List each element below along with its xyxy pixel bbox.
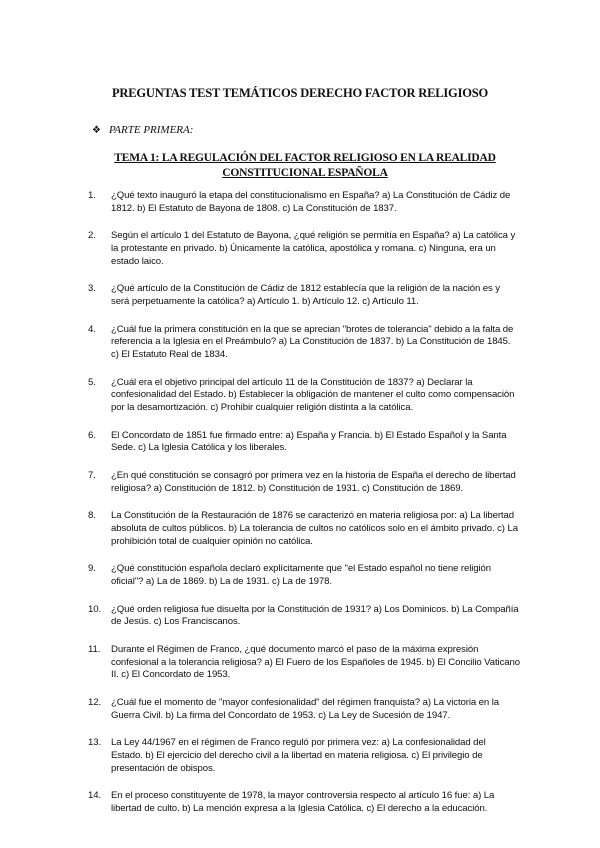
- question-number: 6.: [88, 429, 96, 441]
- question-number: 4.: [88, 323, 96, 335]
- question-item: [88, 283, 520, 308]
- question-item: [88, 604, 520, 629]
- question-number: 10.: [88, 603, 102, 615]
- question-number: 2.: [88, 230, 96, 242]
- question-number: 12.: [88, 697, 102, 709]
- question-number: 7.: [88, 470, 96, 482]
- question-item: [88, 510, 520, 548]
- question-number: 8.: [88, 510, 96, 522]
- question-text: La Constitución de la Restauración de 1876 se caracterizó en materia religiosa por: a) La libertad absoluta de cultos públicos. b) La tolerancia de cultos no católicos solo en el ámbito privado. c) La prohibición total de cualquier opinión no católica.: [111, 510, 518, 547]
- question-item: [88, 697, 520, 722]
- document-title: PREGUNTAS TEST TEMÁTICOS DERECHO FACTOR RELIGIOSO: [111, 86, 489, 100]
- question-text: La Ley 44/1967 en el régimen de Franco reguló por primera vez: a) La confesionalidad del Estado. b) El ejercicio del derecho civil a la libertad en materia religiosa. c) El privilegio de presentación de obispos.: [111, 737, 486, 774]
- question-number: 13.: [88, 737, 102, 749]
- question-number: 1.: [88, 190, 96, 201]
- diamond-bullet-icon: ❖: [92, 125, 101, 136]
- question-text: ¿En qué constitución se consagró por primera vez en la historia de España el derecho de libertad religiosa? a) Constitución de 1812. b) Constitución de 1931. c) Constitución de 1869.: [111, 470, 516, 494]
- question-text: ¿Qué constitución española declaró explícitamente que "el Estado español no tiene religión oficial"? a) La de 1869. b) La de 1931. c) La de 1978.: [111, 563, 492, 587]
- question-item: [88, 190, 520, 215]
- question-number: 5.: [88, 376, 96, 388]
- part-label: PARTE PRIMERA:: [109, 124, 194, 136]
- question-item: [88, 324, 520, 362]
- question-number: 3.: [88, 283, 96, 295]
- question-text: ¿Qué orden religiosa fue disuelta por la Constitución de 1931? a) Los Dominicos. b) La Compañía de Jesús. c) Los Franciscanos.: [111, 603, 519, 628]
- question-item: [88, 230, 520, 268]
- question-item: [88, 790, 520, 815]
- question-text: ¿Cuál fue la primera constitución en la que se aprecian "brotes de tolerancia" debido a la falta de referencia a la Iglesia en el Preámbulo? a) La Constitución de 1837. b) La Constitución de 1845. c) El Estatuto Real de 1834.: [111, 323, 514, 360]
- question-text: ¿Cuál era el objetivo principal del artículo 11 de la Constitución de 1837? a) Declarar la confesionalidad del Estado. b) Establecer la obligación de mantener el culto como compensación por la desamortización. c) Prohibir cualquier religión distinta a la católica.: [111, 376, 515, 413]
- question-item: [88, 737, 520, 775]
- question-text: ¿Cuál fue el momento de "mayor confesionalidad" del régimen franquista? a) La victoria en la Guerra Civil. b) La firma del Concordato de 1953. c) La Ley de Sucesión de 1947.: [111, 697, 499, 721]
- question-item: [88, 563, 520, 588]
- question-text: Según el artículo 1 del Estatuto de Bayona, ¿qué religión se permitía en España? a) La católica y la protestante en privado. b) Únicamente la católica, apostólica y romana. c) Ninguna, era un estado laico.: [111, 230, 516, 267]
- question-number: 9.: [88, 563, 96, 575]
- question-item: [88, 377, 520, 415]
- question-item: [88, 470, 520, 495]
- question-item: [88, 430, 520, 455]
- question-text: En el proceso constituyente de 1978, la mayor controversia respecto al artículo 16 fue: a) La libertad de culto. b) La mención expresa a la Iglesia Católica. c) El derecho a la educación.: [111, 790, 495, 815]
- question-item: [88, 644, 520, 682]
- question-text: ¿Qué artículo de la Constitución de Cádiz de 1812 establecía que la religión de la nación es y será perpetuamente la católica? a) Artículo 1. b) Artículo 12. c) Artículo 11.: [111, 283, 500, 307]
- question-number: 14.: [88, 790, 102, 802]
- question-text: Durante el Régimen de Franco, ¿qué documento marcó el paso de la máxima expresión confesional a la tolerancia religiosa? a) El Fuero de los Españoles de 1945. b) El Concilio Vaticano II. c) El Concordato de 1953.: [111, 644, 520, 681]
- question-list: [88, 190, 520, 831]
- question-text: El Concordato de 1851 fue firmado entre: a) España y Francia. b) El Estado Español y la Santa Sede. c) La Iglesia Católica y los liberales.: [111, 429, 507, 454]
- question-number: 11.: [88, 644, 101, 656]
- part-heading: [92, 124, 193, 136]
- question-text: ¿Qué texto inauguró la etapa del constitucionalismo en España? a) La Constitución de Cádiz de 1812. b) El Estatuto de Bayona de 1808. c) La Constitución de 1837.: [111, 190, 511, 214]
- topic-heading: TEMA 1: LA REGULACIÓN DEL FACTOR RELIGIOSO EN LA REALIDAD CONSTITUCIONAL ESPAÑOLA: [114, 152, 496, 179]
